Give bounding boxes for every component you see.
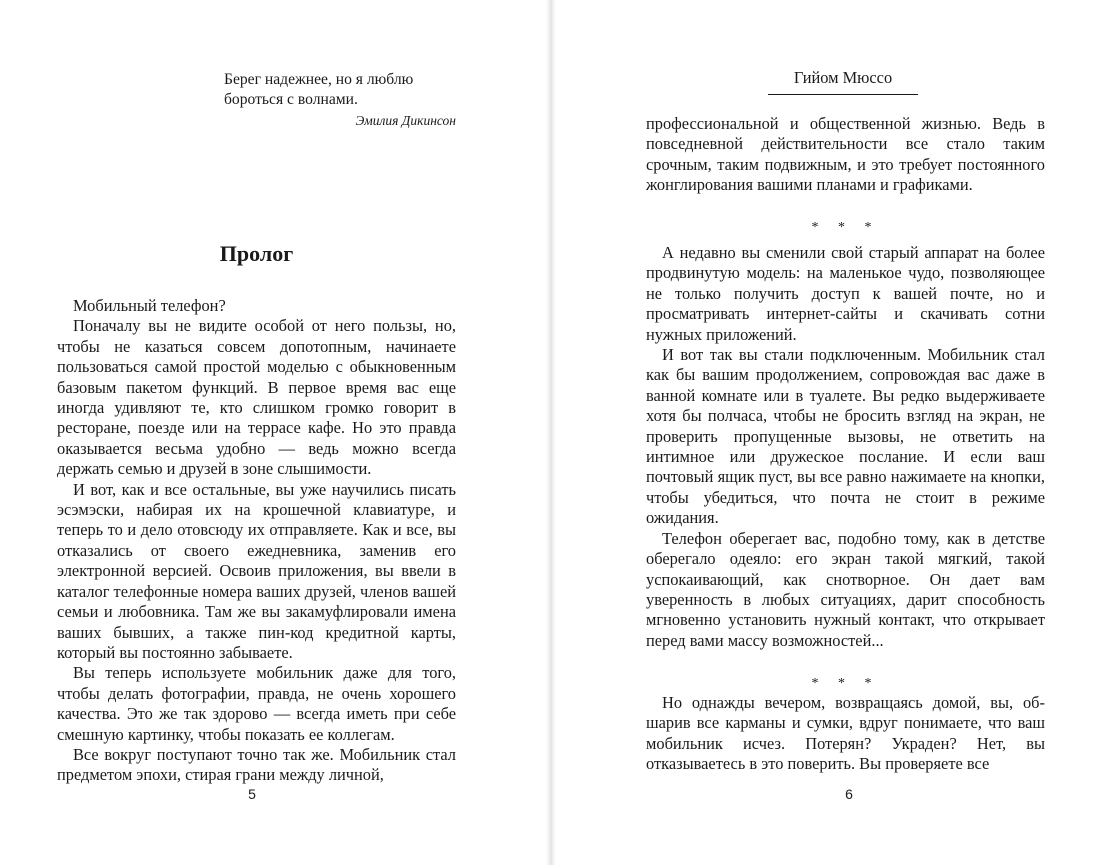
book-gutter — [546, 0, 556, 865]
page-number-right: 6 — [845, 786, 853, 802]
paragraph: И вот так вы стали подключенным. Мобильник стал как бы вашим продолжением, сопровождая вас даже в ванной комнате или в туалете. Вы редко выдерживаете хотя бы полчаса, чтобы не бросить взгляд на экран, не проверить пропущенные вызовы, не ответить на интимное или дружеское послание. И если ваш почтовый ящик пуст, вы все равно нажимаете на кнопки, чтобы убедиться, что почта не стоит в режиме ожидания. — [646, 345, 1045, 528]
epigraph-line-2: бороться с волнами. — [224, 91, 358, 108]
section-separator: * * * — [811, 220, 880, 235]
epigraph — [224, 70, 456, 131]
left-body-text — [57, 296, 456, 786]
paragraph: Телефон оберегает вас, подобно тому, как в детстве оберегало одеяло: его экран такой мягкий, такой успокаивающий, как снотворное. Он дает вам уверенность в любых ситуациях, дарит способность мгновенно установить нужный контакт, что открывает перед вами массу возможностей... — [646, 528, 1045, 650]
chapter-title: Пролог — [219, 241, 294, 266]
paragraph: Мобильный телефон? — [73, 296, 226, 315]
paragraph: профессиональной и общественной жизнью. Ведь в повседневной действительности все стало таким срочным, таким подвижным, и это требует постоянного жонглирования вашими планами и графиками. — [646, 114, 1045, 195]
paragraph: А недавно вы сменили свой старый аппарат на более продвинутую модель: на маленькое чудо, позволяющее не только получить доступ к вашей почте, но и просматривать интернет-сайты и скачивать сотни нужных приложений. — [646, 243, 1045, 344]
running-head-author: Гийом Мюссо — [768, 68, 918, 95]
paragraph: Вы теперь используете мобильник даже для того, чтобы делать фотографии, правда, не очень хорошего качества. Это же так здорово — всегда иметь при себе смешную картинку, чтобы показать ее коллегам. — [57, 663, 456, 744]
right-section-3-text — [646, 693, 1045, 775]
right-section-2-text — [646, 243, 1045, 651]
section-separator: * * * — [811, 676, 880, 691]
page-number-left: 5 — [248, 786, 256, 802]
epigraph-author: Эмилия Дикинсон — [355, 113, 456, 128]
paragraph: И вот, как и все остальные, вы уже научились писать эсэмэски, набирая их на крошечной клавиатуре, и теперь то и дело отовсюду их отправляете. Как и все, вы отказались от своего ежедневника, заменив его электронной версией. Освоив приложения, вы ввели в каталог телефонные номера ваших друзей, членов вашей семьи и любовника. Там же вы закамуфлировали имена ваших бывших, а также пин-код кредитной карты, который вы постоянно забываете. — [57, 479, 456, 662]
epigraph-line-1: Берег надежнее, но я люблю — [224, 71, 414, 88]
right-continuation-text — [646, 114, 1045, 196]
paragraph: Все вокруг поступают точно так же. Мобильник стал предметом эпохи, стирая грани между личной, — [57, 744, 456, 785]
paragraph: Но однажды вечером, возвращаясь домой, вы, обшарив все карманы и сумки, вдруг понимаете, что ваш мобильник исчез. Потерян? Украден? Нет, вы отказываетесь в это поверить. Вы проверяете все — [646, 693, 1045, 774]
paragraph: Поначалу вы не видите особой от него пользы, но, чтобы не казаться совсем допотопным, начинаете пользоваться самой простой моделью с обыкновенным базовым пакетом функций. В первое время вас еще иногда удивляют те, кто слишком громко говорит в ресторане, поезде или на террасе кафе. Но это правда оказывается весьма удобно — ведь можно всегда держать семью и друзей в зоне слышимости. — [57, 316, 456, 479]
